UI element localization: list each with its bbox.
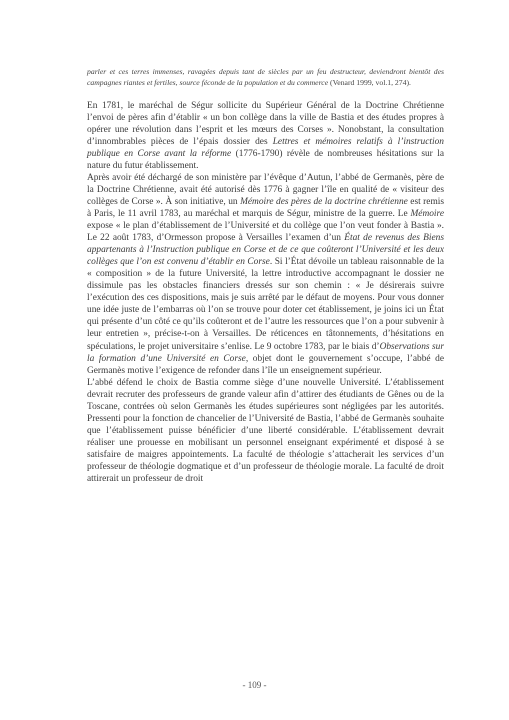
paragraph <box>87 100 444 172</box>
text-run: est remis à Paris, le 11 avril 1783, au maréchal et marquis de Ségur, ministre de la guerre. Le <box>87 196 444 220</box>
text-run: . Si l’État dévoile un tableau raisonnable de la « composition » de la future Université, la lettre introductive accompagnant le dossier ne dissimule pas les obstacles financiers dressés sur son chemin : « Je désirerais suivre l’exécution des ces dispositions, mais je suis arrêté par le défaut de moyens. Pour vous donner une idée juste de l’embarras où l’on se trouve pour doter cet établissement, je joins ici un État qui présente d’un côté ce qu’ils coûteront et de l’autre les ressources que l’on a pour subvenir à leur entretien », précise-t-on à Versailles. De réticences en tâtonnements, d’hésitations en spéculations, le projet universitaire s’enlise. Le 9 octobre 1783, par le biais d’ <box>87 257 444 352</box>
text-run: (1776-1790) révèle de nombreuses hésitations sur la nature du futur établissement. <box>87 148 445 171</box>
quote-text: parler et ces terres immenses, ravagées depuis tant de siècles par un feu destructeur, deviendront bientôt des campagnes riantes et fertiles, source féconde de la population et du commerce <box>87 67 444 88</box>
paragraph <box>87 172 444 377</box>
epigraph-quote <box>87 66 444 89</box>
italic-title: Mémoire <box>410 209 444 220</box>
text-run: , objet dont le gouvernement s’occupe, l’abbé de Germanès motive l’exigence de refonder dans l’île un enseignement supérieur. <box>87 353 444 376</box>
italic-title: Mémoire des pères de la doctrine chrétienne <box>240 196 408 207</box>
text-run: En 1781, le maréchal de Ségur sollicite du Supérieur Général de la Doctrine Chrétienne l’envoi de pères afin d’établir « un bon collège dans la ville de Bastia et des études propres à opérer une révolution dans l’esprit et les mœurs des Corses ». Nonobstant, la consultation d’innombrables pièces de l’épais dossier des <box>87 100 444 147</box>
italic-title: Observations sur la formation d’une Université en Corse <box>87 341 444 364</box>
body-text <box>87 100 444 486</box>
italic-title: Lettres et mémoires relatifs à l’instruction publique en Corse avant la réforme <box>87 136 444 159</box>
text-run: L’abbé défend le choix de Bastia comme siège d’une nouvelle Université. L’établissement devrait recruter des professeurs de grande valeur afin d’attirer des étudiants de Gênes ou de la Toscane, contrées où selon Germanès les études supérieures sont négligées par les autorités. Pressenti pour la fonction de chancelier de l’Université de Bastia, l’abbé de Germanès souhaite que l’établissement puisse bénéficier d’une liberté considérable. L’établissement devrait réaliser une prouesse en mobilisant un personnel enseignant expérimenté et disposé à se satisfaire de maigres appointements. La faculté de théologie s’attacherait les services d’un professeur de théologie dogmatique et d’un professeur de théologie morale. La faculté de droit attirerait un professeur de droit <box>87 377 444 485</box>
text-run: expose « le plan d’établissement de l’Université et du collège que l’on veut fonder à Bastia ». Le 22 août 1783, d’Ormesson propose à Versailles l’examen d’un <box>87 221 444 244</box>
italic-title: État de revenus des Biens appartenants à l’Instruction publique en Corse et de ce que coûteront l’Université et les deux collèges que l’on est convenu d’établir en Corse <box>87 233 444 268</box>
page-number: - 109 - <box>242 680 267 690</box>
paragraph <box>87 377 444 485</box>
text-run: Après avoir été déchargé de son ministère par l’évêque d’Autun, l’abbé de Germanès, père de la Doctrine Chrétienne, avait été autorisé dès 1776 à gagner l’île en qualité de « visiteur des collèges de Corse ». À son initiative, un <box>87 172 444 207</box>
page-content <box>87 66 444 485</box>
quote-citation: (Venard 1999, vol.1, 274). <box>328 78 411 88</box>
